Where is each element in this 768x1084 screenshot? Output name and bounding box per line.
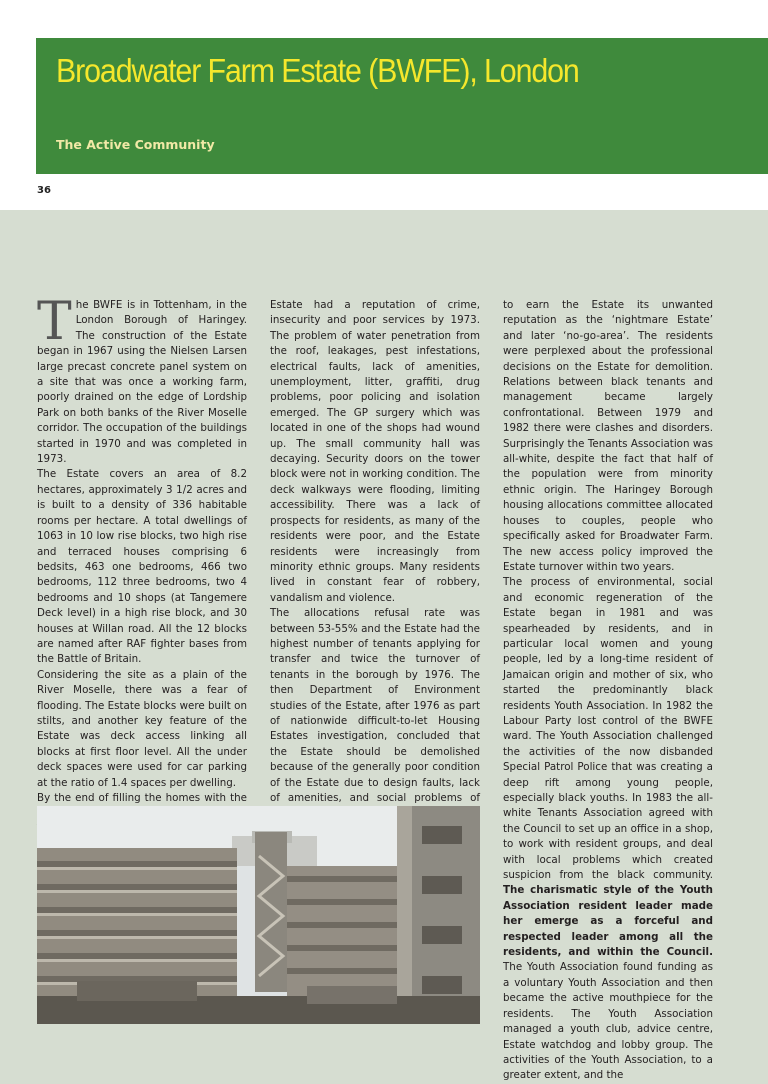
- paragraph: The allocations refusal rate was between 53-55% and the Estate had the highest number of tenants applying for transfer and twice the turnover of tenants in the borough by 1976. The then Department of Environment studies of the Estate, after 1976 as part of nationwide difficult-to-let Housing Estates investigation, concluded that the Estate should be demolished because of the generally poor condition of the Estate due to design faults, lack of amenities, and social problems of: [270, 607, 480, 804]
- paragraph: [503, 575, 713, 1083]
- estate-photo-illustration: [37, 806, 480, 1024]
- page-number: 36: [37, 185, 51, 196]
- highlighted-text: The charismatic style of the Youth Association resident leader made her emerge as a forceful and respected leader among all the residents, and within the Council.: [503, 884, 713, 959]
- paragraph: Estate had a reputation of crime, insecurity and poor services by 1973. The problem of water penetration from the roof, leakages, pest infestations, electrical faults, lack of amenities, unemployment, litter, graffiti, drug problems, poor policing and isolation emerged. The GP surgery which was located in one of the shops had wound up. The small community hall was decaying. Security doors on the tower block were not in working condition. The deck walkways were flooding, limiting accessibility. There was a lack of prospects for residents, as many of the residents were poor, and the Estate residents were increasingly from minority ethnic groups. Many residents lived in constant fear of robbery, vandalism and violence.: [270, 299, 480, 604]
- page-title: Broadwater Farm Estate (BWFE), London: [56, 52, 579, 89]
- article-column-1: [37, 292, 247, 837]
- article-column-2: [270, 298, 480, 853]
- paragraph: [37, 292, 247, 467]
- paragraph-text: The Youth Association found funding as a voluntary Youth Association and then became the active mouthpiece for the residents. The Youth Association managed a youth club, advice centre, Estate watchdog and lobby group. The activities of the Youth Association, to a greater extent, and the: [503, 961, 713, 1082]
- section-subtitle: The Active Community: [56, 137, 215, 152]
- title-banner: [36, 38, 768, 174]
- paragraph-text: The process of environmental, social and economic regeneration of the Estate began in 1981 and was spearheaded by residents, and in particular local women and young people, led by a long-time resident of Jamaican origin and mother of six, who started the predominantly black residents Youth Association. In 1982 the Labour Party lost control of the BWFE ward. The Youth Association challenged the activities of the now disbanded Special Patrol Police that was creating a deep rift among young people, especially black youths. In 1983 the all-white Tenants Association agreed with the Council to set up an office in a shop, to work with resident groups, and deal with local problems which created suspicion from the black community.: [503, 576, 713, 882]
- paragraph: Considering the site as a plain of the River Moselle, there was a fear of flooding. The Estate blocks were built on stilts, and another key feature of the Estate was deck access linking all blocks at first floor level. All the under deck spaces were used for car parking at the ratio of 1.4 spaces per dwelling.: [37, 668, 247, 789]
- estate-photo: [37, 806, 480, 1024]
- paragraph: By the end of filling the homes with the: [37, 792, 247, 804]
- paragraph-text: he BWFE is in Tottenham, in the London Borough of Haringey. The construction of the Estate began in 1967 using the Nielsen Larsen large precast concrete panel system on a site that was once a working farm, poorly drained on the edge of Lordship Park on both banks of the River Moselle corridor. The occupation of the buildings started in 1970 and was completed in 1973.: [37, 299, 247, 466]
- paragraph: The Estate covers an area of 8.2 hectares, approximately 3 1/2 acres and is built to a density of 336 habitable rooms per hectare. A total dwellings of 1063 in 10 low rise blocks, two high rise and terraced houses comprising 6 bedsits, 463 one bedrooms, 466 two bedrooms, 112 three bedrooms, two 4 bedrooms and 10 shops (at Tangemere Deck level) in a high rise block, and 30 houses at Willan road. All the 12 blocks are named after RAF fighter bases from the Battle of Britain.: [37, 468, 247, 666]
- paragraph: to earn the Estate its unwanted reputation as the ‘nightmare Estate’ and later ‘no-go-area’. The residents were perplexed about the professional decisions on the Estate for demolition. Relations between black tenants and management became largely confrontational. Between 1979 and 1982 there were clashes and disorders. Surprisingly the Tenants Association was all-white, despite the fact that half of the population were from minority ethnic origin. The Haringey Borough housing allocations committee allocated houses to couples, people who specifically asked for Broadwater Farm. The new access policy improved the Estate turnover within two years.: [503, 299, 713, 573]
- article-column-3: [503, 298, 713, 1082]
- drop-cap: T: [37, 292, 72, 352]
